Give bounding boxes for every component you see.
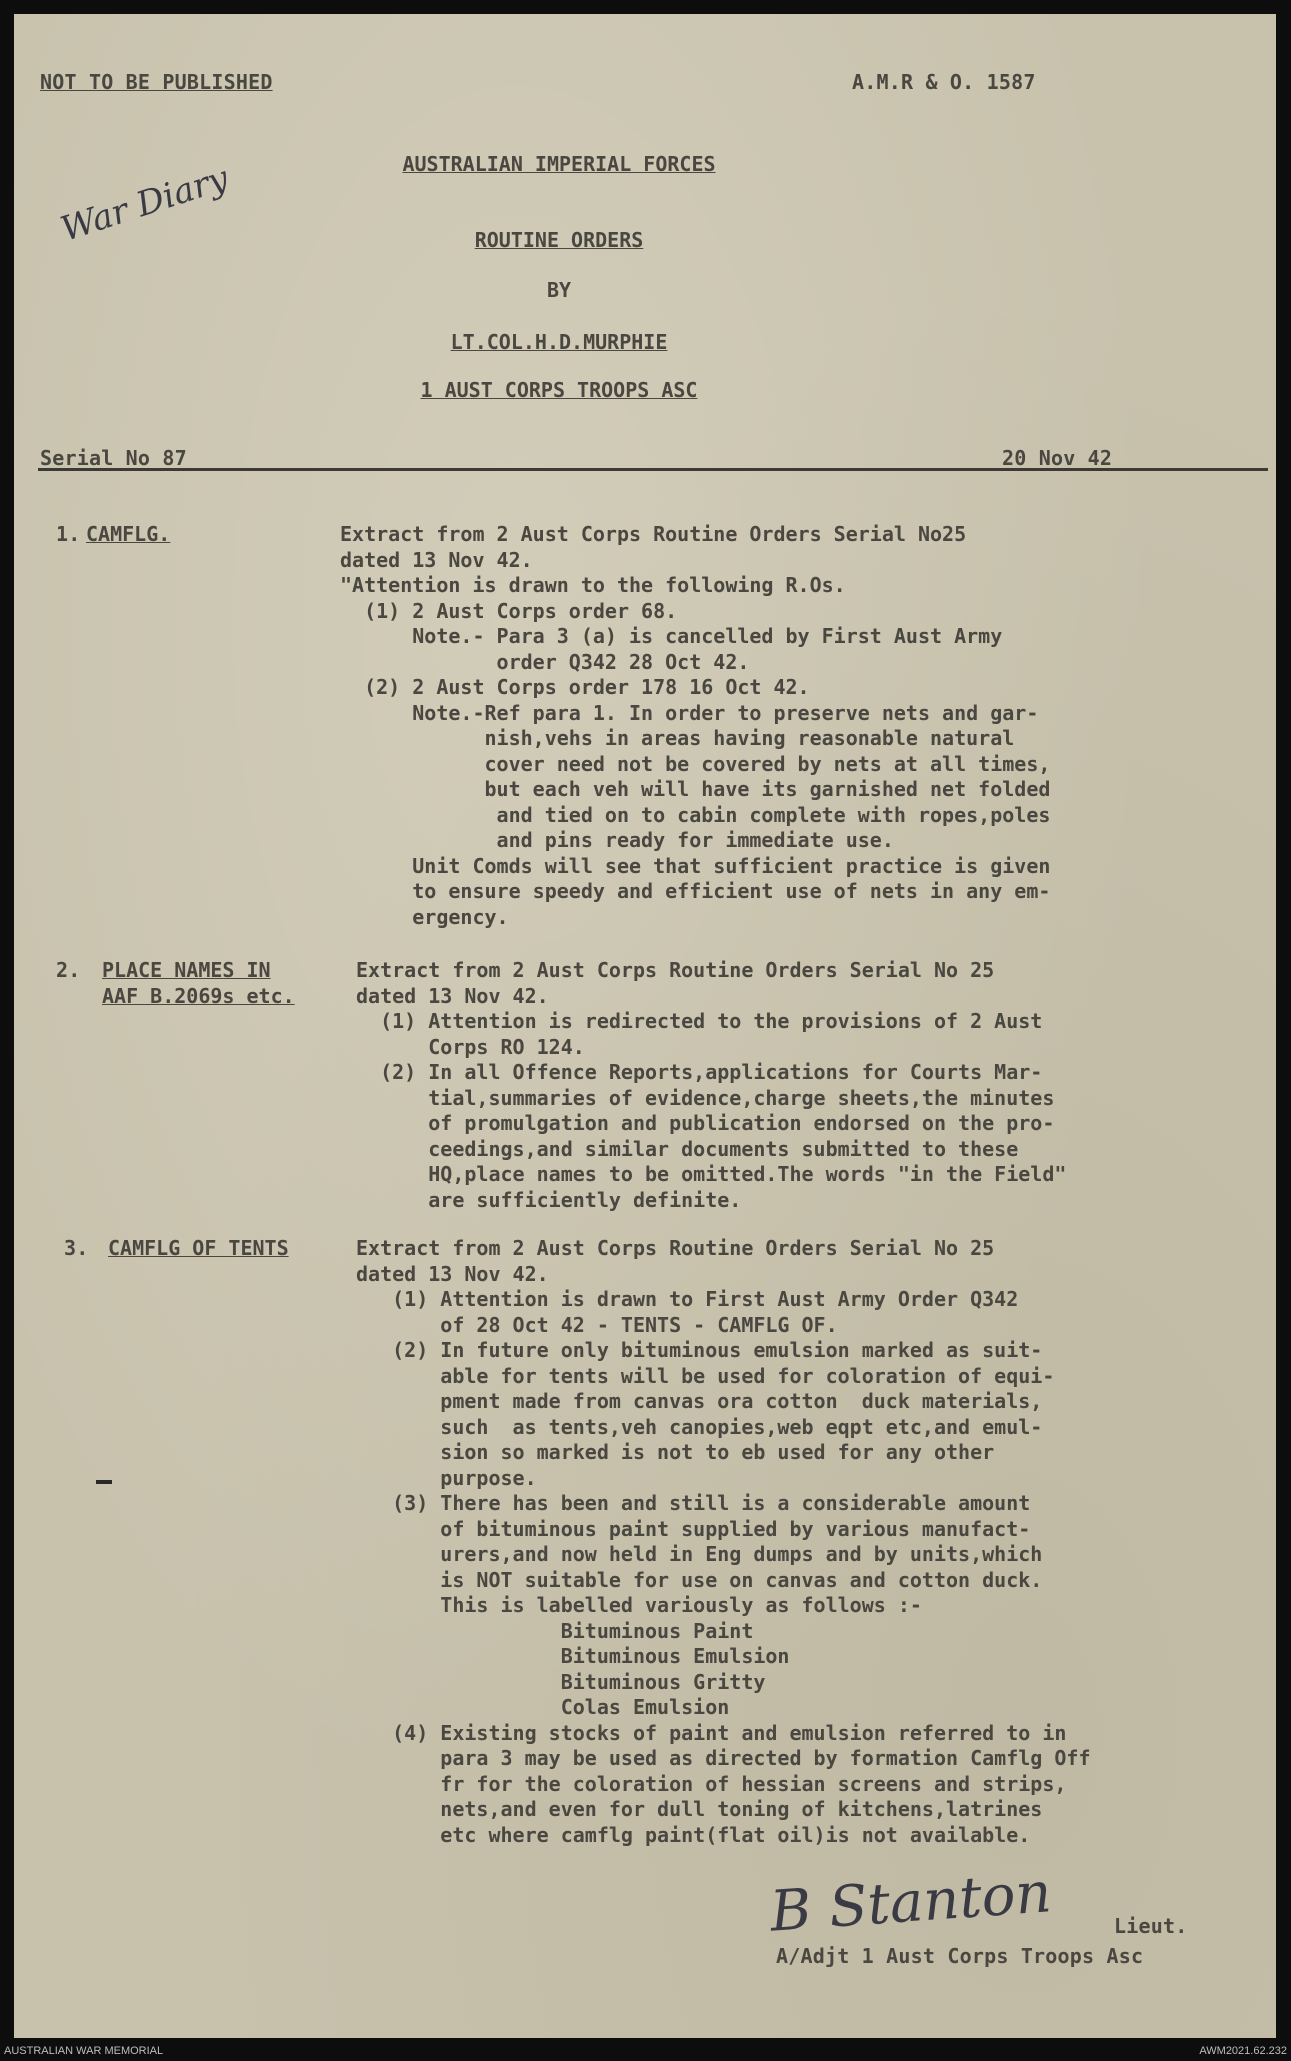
item-3-title [108, 1236, 289, 1262]
title-by: BY [546, 278, 572, 302]
item-3-body [356, 1236, 1091, 1848]
item-1-line: (1) 2 Aust Corps order 68. [340, 598, 678, 623]
item-2-title [102, 958, 295, 1009]
item-3-line: Bituminous Gritty [356, 1669, 766, 1694]
item-3-line: such as tents,veh canopies,web eqpt etc,and emul- [356, 1414, 1043, 1439]
item-3-line: Extract from 2 Aust Corps Routine Orders Serial No 25 [356, 1236, 995, 1260]
item-1-line: ergency. [340, 904, 509, 929]
signature-handwriting: B Stanton [768, 1860, 1054, 1945]
item-3-line: (1) Attention is drawn to First Aust Army Order Q342 [356, 1287, 1019, 1311]
title-routine-orders: ROUTINE ORDERS [474, 228, 644, 252]
item-1-line: order Q342 28 Oct 42. [340, 649, 750, 674]
item-3-line: purpose. [356, 1465, 537, 1490]
item-2-body [356, 958, 1066, 1213]
footer-institution: AUSTRALIAN WAR MEMORIAL [4, 2045, 164, 2057]
item-3-line: urers,and now held in Eng dumps and by units,which [356, 1542, 1043, 1566]
item-2-line: Extract from 2 Aust Corps Routine Orders Serial No 25 [356, 958, 995, 982]
item-1-line: "Attention is drawn to the following R.Os. [340, 573, 846, 597]
item-1-line: dated 13 Nov 42. [340, 547, 533, 572]
item-3-line: is NOT suitable for use on canvas and cotton duck. [356, 1567, 1043, 1592]
item-3-title-line: CAMFLG OF TENTS [108, 1236, 289, 1260]
document-page [14, 14, 1276, 2038]
title-force: AUSTRALIAN IMPERIAL FORCES [402, 152, 716, 176]
item-3-line: Bituminous Paint [356, 1618, 754, 1643]
item-3-line: (2) In future only bituminous emulsion marked as suit- [356, 1338, 1043, 1362]
item-1-body [340, 522, 1050, 930]
item-2-line: ceedings,and similar documents submitted to these [356, 1136, 1019, 1161]
item-2-line: HQ,place names to be omitted.The words "in the Field" [356, 1162, 1067, 1186]
item-1-number: 1. [56, 522, 81, 546]
item-3-number: 3. [64, 1236, 89, 1260]
item-1-line: Unit Comds will see that sufficient practice is given [340, 853, 1051, 878]
item-3-line: (3) There has been and still is a considerable amount [356, 1491, 1031, 1515]
item-3-line: etc where camflg paint(flat oil)is not available. [356, 1822, 1031, 1847]
item-2-title-line: AAF B.2069s etc. [102, 983, 295, 1008]
item-1-line: but each veh will have its garnished net folded [340, 777, 1051, 801]
item-1-line: and tied on to cabin complete with ropes,poles [340, 802, 1051, 827]
item-3-line: (4) Existing stocks of paint and emulsion referred to in [356, 1720, 1067, 1745]
item-2-line: (2) In all Offence Reports,applications for Courts Mar- [356, 1060, 1043, 1084]
header-reference: A.M.R & O. 1587 [852, 70, 1036, 94]
item-3-line: Bituminous Emulsion [356, 1644, 790, 1668]
item-3-line: of bituminous paint supplied by various manufact- [356, 1516, 1031, 1541]
item-1-title-line: CAMFLG. [86, 522, 171, 546]
order-date: 20 Nov 42 [1002, 446, 1113, 470]
item-2-line: (1) Attention is redirected to the provisions of 2 Aust [356, 1009, 1043, 1033]
item-1-line: and pins ready for immediate use. [340, 828, 894, 852]
item-3-line: nets,and even for dull toning of kitchens,latrines [356, 1797, 1043, 1821]
item-1-line: (2) 2 Aust Corps order 178 16 Oct 42. [340, 675, 810, 699]
item-3-line: para 3 may be used as directed by formation Camflg Off [356, 1746, 1091, 1770]
header-restriction: NOT TO BE PUBLISHED [40, 70, 273, 94]
title-unit: 1 AUST CORPS TROOPS ASC [420, 378, 698, 402]
item-3-line: pment made from canvas ora cotton duck materials, [356, 1389, 1043, 1413]
item-2-number: 2. [56, 958, 81, 982]
signature-rank: Lieut. [1114, 1914, 1188, 1938]
item-1-line: cover need not be covered by nets at all times, [340, 751, 1051, 776]
item-1-line: nish,vehs in areas having reasonable natural [340, 726, 1015, 750]
item-3-line: Colas Emulsion [356, 1695, 730, 1719]
serial-number: Serial No 87 [40, 446, 187, 470]
item-1-line: Extract from 2 Aust Corps Routine Orders Serial No25 [340, 522, 967, 546]
item-3-line: dated 13 Nov 42. [356, 1261, 549, 1286]
item-1-line: to ensure speedy and efficient use of nets in any em- [340, 879, 1051, 903]
item-3-line: sion so marked is not to eb used for any other [356, 1440, 995, 1464]
item-3-line: This is labelled variously as follows :- [356, 1593, 922, 1617]
item-2-line: tial,summaries of evidence,charge sheets,the minutes [356, 1085, 1055, 1110]
item-3-line: able for tents will be used for coloration of equi- [356, 1363, 1055, 1388]
title-commander: LT.COL.H.D.MURPHIE [450, 330, 668, 354]
footer-accession: AWM2021.62.232 [1199, 2045, 1287, 2057]
handwritten-note: War Diary [56, 158, 234, 250]
item-1-title [86, 522, 170, 548]
item-2-line: Corps RO 124. [356, 1034, 585, 1059]
item-3-line: of 28 Oct 42 - TENTS - CAMFLG OF. [356, 1312, 838, 1337]
item-2-line: dated 13 Nov 42. [356, 983, 549, 1008]
margin-mark [96, 1480, 112, 1484]
header-rule [38, 468, 1268, 471]
item-1-line: Note.- Para 3 (a) is cancelled by First Aust Army [340, 624, 1003, 648]
item-2-title-line: PLACE NAMES IN [102, 958, 271, 982]
item-2-line: of promulgation and publication endorsed on the pro- [356, 1111, 1055, 1135]
item-3-line: fr for the coloration of hessian screens and strips, [356, 1771, 1067, 1796]
item-1-line: Note.-Ref para 1. In order to preserve nets and gar- [340, 700, 1039, 725]
signature-appointment: A/Adjt 1 Aust Corps Troops Asc [776, 1944, 1144, 1968]
item-2-line: are sufficiently definite. [356, 1187, 742, 1212]
